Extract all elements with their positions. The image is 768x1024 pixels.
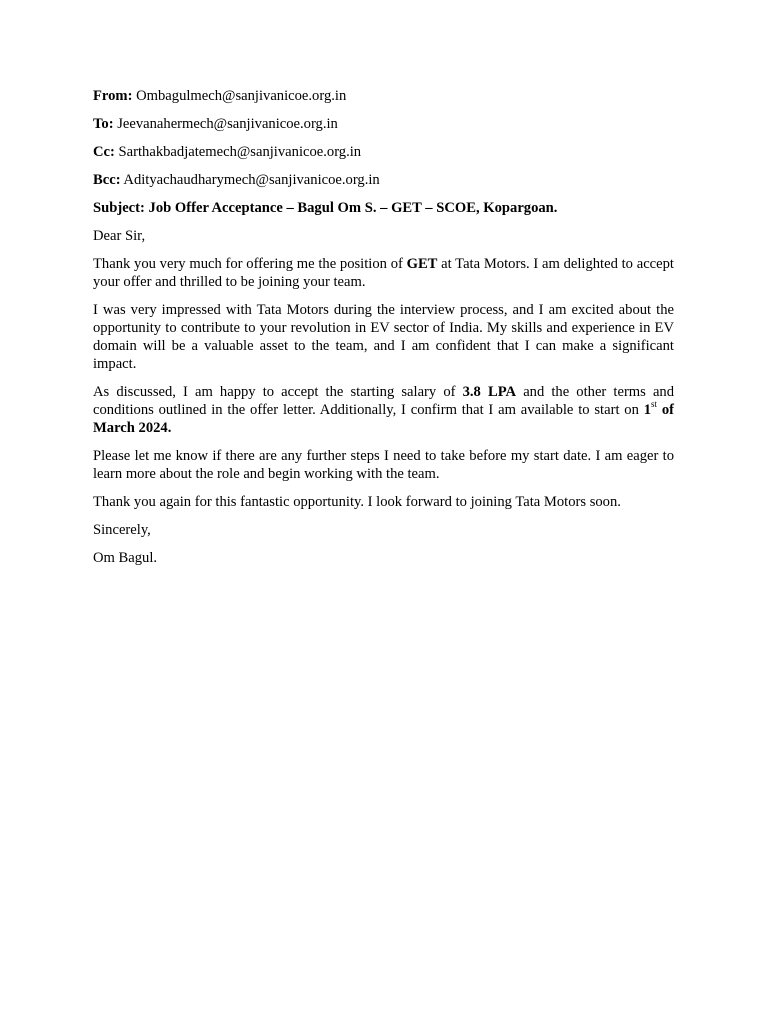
greeting: Dear Sir, [93,228,146,244]
email-letter [93,87,674,577]
p3-date-rest-bold: of March 2024. [93,402,674,436]
p3-date-day-bold: 1 [643,402,652,418]
from-address: Ombagulmech@sanjivanicoe.org.in [136,88,347,104]
p1-text-a: Thank you very much for offering me the position of [93,256,407,272]
paragraph-next-steps: Please let me know if there are any further steps I need to take before my start date. I am eager to learn more about the role and begin working with the team. [93,448,674,482]
p3-date-suffix: st [651,399,658,410]
closing: Sincerely, [93,522,151,538]
cc-address: Sarthakbadjatemech@sanjivanicoe.org.in [118,144,362,160]
p3-text-c: and the other terms and conditions outlined in the offer letter. Additionally, I confirm that I am available to start on [93,384,675,418]
bcc-address: Adityachaudharymech@sanjivanicoe.org.in [123,172,380,188]
paragraph-impression: I was very impressed with Tata Motors during the interview process, and I am excited about the opportunity to contribute to your revolution in EV sector of India. My skills and experience in EV domain will be a valuable asset to the team, and I am confident that I can make a significant impact. [93,302,674,372]
cc-line [93,143,674,161]
to-address: Jeevanahermech@sanjivanicoe.org.in [117,116,338,132]
paragraph-salary [93,383,674,437]
to-label: To: [93,116,114,132]
paragraph-thanks: Thank you again for this fantastic opportunity. I look forward to joining Tata Motors soon. [93,494,621,510]
p3-text-a: As discussed, I am happy to accept the starting salary of [93,384,463,400]
p1-position-bold: GET [406,256,438,272]
p1-text-c: at Tata Motors. I am delighted to accept your offer and thrilled to be joining your team. [93,256,674,290]
paragraph-position-offer [93,255,674,291]
subject-line: Subject: Job Offer Acceptance – Bagul Om S. – GET – SCOE, Kopargoan. [93,200,558,216]
signature: Om Bagul. [93,550,158,566]
bcc-line [93,171,674,189]
to-line [93,115,674,133]
cc-label: Cc: [93,144,115,160]
from-line [93,87,674,105]
bcc-label: Bcc: [93,172,121,188]
from-label: From: [93,88,133,104]
p3-salary-bold: 3.8 LPA [462,384,517,400]
